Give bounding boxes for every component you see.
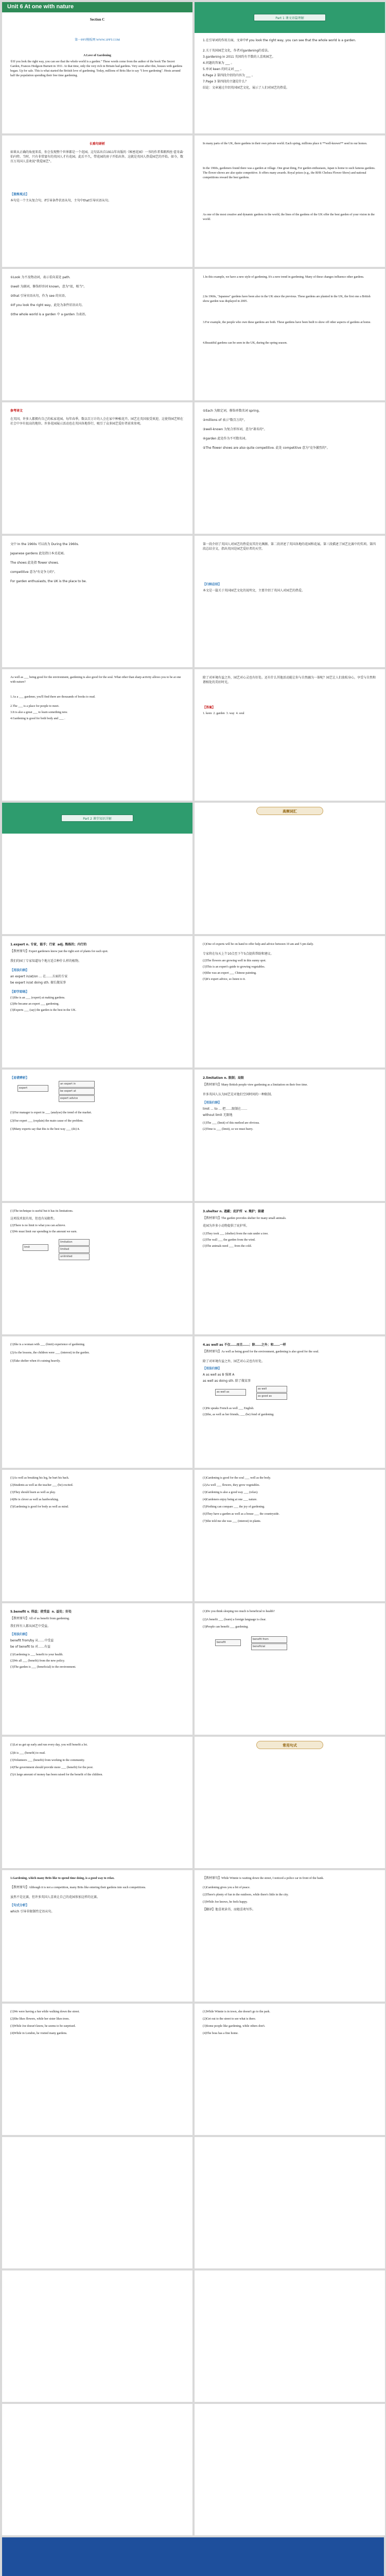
practice: (5)A large amount of money has been raised for the benefit of the children. xyxy=(10,1773,103,1776)
practice: (2)He became an expert ___ gardening. xyxy=(10,1003,59,1006)
practice: (1)The ___ (limit) of this method are obvious. xyxy=(203,1122,260,1125)
usage-title: 【用法归纳】 xyxy=(10,1633,29,1636)
paragraph: 1.In this example, we have a new style of gardening. It's a new trend in gardening. Many of these changes influence other gardens. xyxy=(203,276,364,279)
example-translation: 许多英国人认为园艺是对他们空闲时间的一种限制。 xyxy=(203,1093,274,1096)
slide-part1 xyxy=(195,2,385,133)
part-pill xyxy=(61,815,133,822)
exercise-line: 3.It is also a great ___ to learn something new. xyxy=(10,711,68,714)
example: (3)This is an expert's guide to growing vegetables. xyxy=(203,965,266,969)
paragraph: As one of the most creative and dynamic gardens in the world, the lines of the gardens of the UK offer the best garden of your vision in the world. xyxy=(203,213,376,221)
example-sentence: 【教材原句】As well as being good for the environment, gardening is also good for the soul. xyxy=(203,1350,319,1353)
example: (3)Some people like gardening, while others don't. xyxy=(203,2025,266,2028)
example: (1)We were having a fun while walking down the street. xyxy=(10,2010,80,2013)
practice: (3)Gardening is also a good way ___ (relax). xyxy=(203,1491,258,1494)
usage: be expert in/at doing sth. 擅长做某事 xyxy=(10,981,66,985)
slide-vocab-shelter xyxy=(195,1203,385,1334)
example: 这项技术很有用，但也有局限性。 xyxy=(10,1217,57,1221)
line: 7.Page 3 第四段的主题是什么？ xyxy=(203,80,248,83)
section-heading: 长难句研析 xyxy=(89,142,105,146)
exercise-line: As well as ___ being good for the environment, gardening is also good for the soul. What other than sharp activity allows you to be at one with nature? xyxy=(10,676,182,684)
note: ⑤the whole world is a garden 中 a garden 为表语。 xyxy=(10,313,89,316)
slide-vocab-expert-3 xyxy=(2,1070,192,1201)
example-translation: 我们的园丁专家知道每个地方适合种什么样的植物。 xyxy=(10,959,82,963)
word-entry: 5.benefit v. 得益；使受益 n. 益处；好处 xyxy=(10,1610,72,1614)
example: (1)One of experts will be on hand to offer help and advice between 10 am and 5 pm daily. xyxy=(203,943,314,946)
slide-vocab-benefit-2 xyxy=(195,1603,385,1735)
example: (3)They should learn as well as play. xyxy=(10,1491,56,1494)
word-entry: 1.expert n. 专家，能手；行家 adj. 熟练的；内行的 xyxy=(10,943,87,946)
practice: (2)Time is ___ (limit), so we must hurry. xyxy=(203,1128,253,1131)
practice: (1)He speaks French as well ___ English. xyxy=(203,1407,254,1410)
practice: (1)Gardening is ___ benefit to your health. xyxy=(10,1653,63,1656)
note: ⑤The flower shows are also quite competitive. 此处 competitive 意为"竞争激烈的"。 xyxy=(203,446,330,450)
practice: (1)Let us get up early and run every day, you will benefit a lot. xyxy=(10,1743,88,1747)
slide-translation xyxy=(2,402,192,534)
example: (1)The technique is useful but it has its limitations. xyxy=(10,1210,74,1213)
slide-notes-3 xyxy=(2,536,192,667)
example: (2)She likes flowers, while her sister likes trees. xyxy=(10,2018,70,2021)
example: (1)Do you think sleeping too much is beneficial to health? xyxy=(203,1610,275,1613)
usage: benefit from/by 从……中受益 xyxy=(10,1639,54,1642)
translation-heading: 参考译文 xyxy=(10,409,23,413)
line: 6.Page 2 第四段介绍的内容为 ___ 。 xyxy=(203,74,255,77)
slide-cover xyxy=(2,2,192,133)
practice: (4)Gardeners enjoy being at one ___ nature. xyxy=(203,1498,257,1501)
mind-node: benefit from xyxy=(251,1636,287,1643)
practice: (4)The government should provide more ___ (benefit) for the poor. xyxy=(10,1766,94,1769)
note: ①Each 为限定词，修饰单数名词 spring。 xyxy=(203,409,262,413)
slide-vocab-aswellas xyxy=(195,1336,385,1468)
part-label: Part 2 课堂知识详解 xyxy=(83,817,112,821)
mind-node: as well xyxy=(256,1386,287,1393)
example: (4)He is clever as well as hardworking. xyxy=(10,1498,59,1501)
slide-exercise-answer xyxy=(195,669,385,801)
paragraph: 2.In 1960s, "Japanese" gardens have been also in the UK since the previous. These gardens are planted in the UK, the first one a British show garden was displayed in 2005. xyxy=(203,295,372,303)
line: 2.关于英国园艺文化，作者对gardening的看法。 xyxy=(203,49,271,53)
slide-blank xyxy=(2,2270,192,2402)
practice: (2)She, as well as her friends, ___ (be) fond of gardening. xyxy=(203,1413,274,1416)
section-heading: 【易错辨析】 xyxy=(10,1076,29,1080)
word-entry: 2.limitation n. 限制；局限 xyxy=(203,1076,244,1080)
mind-node: limitation xyxy=(59,1239,90,1246)
slide-vocab-limit xyxy=(195,1070,385,1201)
mind-node: unlimited xyxy=(59,1253,90,1260)
site-label: 第一PPT模板网 WWW.1PPT.COM xyxy=(75,39,120,42)
section-label: Section C xyxy=(90,18,105,22)
practice: (2)As the lessons, the children were ___ (interest) in the garden. xyxy=(10,1351,90,1354)
practice: (3)Experts ___ (say) the garden is the best in the UK. xyxy=(10,1009,77,1012)
sentence-example: 【教材原句】While Winnie is waiting down the street, I noticed a police car in front of the bank. xyxy=(203,1877,324,1880)
usage: be of benefit to 对……有益 xyxy=(10,1645,51,1649)
usage: A as well as B 强调 A xyxy=(203,1373,235,1377)
example: (3)While Joe knows, he feels happy. xyxy=(203,1901,248,1904)
practice: (2)Our expert ___ (explain) the main cause of the problem. xyxy=(10,1120,83,1123)
vocab-badge xyxy=(256,807,323,815)
practice: (2)We all ___ (benefit) from the new policy. xyxy=(10,1659,65,1663)
note: For garden enthusiasts, the UK is the place to be. xyxy=(10,580,87,583)
mind-node: an expert in xyxy=(59,1081,95,1088)
example: (2)Students as well as the teacher ___ (be) excited. xyxy=(10,1484,74,1487)
slide-vocab-shelter-2 xyxy=(2,1336,192,1468)
example: (3)We must limit our spending to the amount we earn. xyxy=(10,1230,77,1233)
example: (2)There's plenty of fun in the outdoors, while there's little in the city. xyxy=(203,1893,289,1896)
usage: as well as doing sth. 除了做某事 xyxy=(203,1379,251,1383)
slide-notes-2 xyxy=(195,402,385,534)
practice: (1)Gardening is good for the soul ___ well as the body. xyxy=(203,1477,271,1480)
example: 专家将在每天上午10点至下午5点提供帮助和建议。 xyxy=(203,952,274,956)
slide-vocab-expert-2 xyxy=(195,936,385,1067)
exercise-line: 2.The ___ is a place for people to meet. xyxy=(10,705,59,708)
footer-banner xyxy=(2,2537,384,2576)
sentence-example: 【教材原句】Although it is not a competition, many Brits like entering their gardens into such competitions. xyxy=(10,1886,146,1889)
practice: (3)The animals need ___ from the cold. xyxy=(203,1245,252,1248)
usage: without limit 无限地 xyxy=(203,1113,233,1117)
summary-text: 第一段介绍了英国人对园艺的热爱及其历史渊源。第二段讲述了英国各地的花园和花展。第三段描述了园艺比赛中的奖项。第四段总结全文，指出英国是园艺爱好者的天堂。 xyxy=(203,543,376,551)
mind-node: beneficial xyxy=(251,1643,287,1650)
example: (2)Get out to the street to see what is there. xyxy=(203,2018,256,2021)
example-sentence: 【教材原句】The garden provides shelter for many small animals. xyxy=(203,1217,287,1220)
slide-vocab-benefit xyxy=(2,1603,192,1735)
note: competitive 意为"有竞争力的"。 xyxy=(10,570,58,574)
part-label: Part 1 课文语篇理解 xyxy=(275,16,304,20)
example: (2)There is no limit to what you can achieve. xyxy=(10,1224,66,1227)
line: 1.在引导词的作用方面，文章中If you look the right way, you can see that the whole world is a garden. xyxy=(203,39,356,42)
usage: an expert in/at/on ... 在……方面的专家 xyxy=(10,975,68,978)
slide-blank xyxy=(195,2137,385,2268)
line: 3.gardening in 2011 英国约有半数的人喜欢园艺。 xyxy=(203,55,275,59)
practice: (3)Many experts say that this is the best way ___ (do) it. xyxy=(10,1128,80,1131)
passage-heading: A Love of Gardening xyxy=(83,54,111,57)
practice-title: 【即学即练】 xyxy=(10,990,29,994)
slide-benefit-practice xyxy=(2,1737,192,1868)
practice: (2)It is ___ (benefit) to read. xyxy=(10,1752,46,1755)
mind-node: be expert at xyxy=(59,1088,95,1095)
practice: (6)They have a garden as well as a house ___ the countryside. xyxy=(203,1513,279,1516)
example: (1)Gardening gives you a bit of peace. xyxy=(203,1886,251,1889)
slide-sentence-3 xyxy=(2,2004,192,2135)
note: ④If you look the right way，此处为条件状语从句。 xyxy=(10,303,85,307)
practice: (1)She is an ___ (expert) at making gardens. xyxy=(10,996,65,999)
paragraph: 3.For example, the people who own these gardens are both. These gardens have been built to show off other aspects of gardens at home. xyxy=(203,321,371,324)
mind-node: limited xyxy=(59,1246,90,1253)
analysis-text: 如果从正确的角度来看，你会发现整个世界都是一个花园。这句话出自1911年出版的《秘密花园》一书的作者弗朗西丝·霍奇森·伯内特。当时，只有非常富有的英国人才有花园。此后不久，带花园的房子开始出售。这就是英国人热爱园艺的开始。如今，数百万英国人喜欢说"我爱园艺"。 xyxy=(10,150,184,163)
practice: (2)The wall ___ the garden from the wind. xyxy=(203,1239,256,1242)
note: ③well-known 为复合形容词，意为"著名的"。 xyxy=(203,428,267,431)
answer-text: 除了对环境有益之外，园艺对心灵也有好处。还有什么其他活动能让你与自然融为一体呢？园艺让人们放松身心，享受与自然和谐相处的美好时光。 xyxy=(203,676,376,684)
example-sentence: 【教材原句】All of us benefit from gardening. xyxy=(10,1617,70,1620)
slide-blank xyxy=(2,2404,192,2535)
practice: (3)Volunteers ___ (benefit) from working in the community. xyxy=(10,1759,85,1762)
slide-notes-1 xyxy=(2,269,192,400)
paragraph: In many parts of the UK, there gardens in their own private world. Each spring, millions place it **well-known** seed in our homes. xyxy=(203,142,367,145)
unit-title: Unit 6 At one with nature xyxy=(7,4,74,10)
unit-title-bar xyxy=(2,2,192,12)
slide-vocab-intro xyxy=(195,803,385,934)
part-pill xyxy=(254,14,326,21)
note: 文中 In the 1960s 可以改为 During the 1960s. xyxy=(10,543,79,546)
analysis-title: 【句式分析】 xyxy=(10,1904,29,1907)
example-sentence: 【教材原句】Expert gardeners know just the right sort of plants for each spot. xyxy=(10,950,109,953)
example-translation: 我们所有人都从园艺中受益。 xyxy=(10,1624,51,1628)
usage-title: 【用法归纳】 xyxy=(10,969,29,972)
note: ①Look 为不及物动词，表示看向某处 path. xyxy=(10,276,71,279)
slide-sentence-2 xyxy=(195,1870,385,2002)
slide-passage-3 xyxy=(195,269,385,400)
sentence: 1.Gardening, which many Brits like to spend time doing, is a good way to relax. xyxy=(10,1877,115,1880)
slide-part2 xyxy=(2,803,192,934)
example: (4)She was an expert ___ Chinese painting. xyxy=(203,972,257,975)
example-translation: 花园为许多小动物提供了庇护所。 xyxy=(203,1224,250,1228)
usage: limit ... to ... 把……限制在…… xyxy=(203,1107,248,1111)
passage-text: ①If you look the right way, you can see that the whole world is a garden." These words come from the author of the book The Secret Garden, Frances Hodgson Burnett in 1911. At that time, only the very rich in Britain had gardens. Very soon after this, houses with gardens began. Up for sale. This is what started the British love of gardening. Today, millions of Brits like to say "I love gardening". Hosts around half the population spending their free time gardening. xyxy=(10,60,183,77)
note-title: 【答案】 xyxy=(203,706,216,709)
practice: (1)Our manager is expert in ___ (analyse) the trend of the market. xyxy=(10,1111,92,1114)
note-body: 1. keen 2. garden 3. way 4. soul xyxy=(203,712,244,715)
example: (5)Gardening is good for body as well as mind. xyxy=(10,1505,69,1509)
slide-vocab-limit-2 xyxy=(2,1203,192,1334)
slide-sentence-1 xyxy=(2,1870,192,2002)
practice: (3)The garden is ___ (beneficial) to the environment. xyxy=(10,1666,76,1669)
word-entry: 4.as well as 不仅……而且……；除……之外；和……一样 xyxy=(203,1343,286,1347)
slide-exercise-1 xyxy=(2,669,192,801)
example: (3)While Joe doesn't know, he seems to be surprised. xyxy=(10,2025,76,2028)
note: ②well 为副词，修饰形容词 known，意为"很，相当"。 xyxy=(10,285,87,289)
note: ②millions of 表示"数百万的"。 xyxy=(203,418,247,422)
slide-analysis xyxy=(2,135,192,267)
note: ④garden 此处作为不可数名词。 xyxy=(203,437,249,440)
translation-text: 在英国，许多人都拥有自己的私家花园。每年春季，数以百万计的人会在家中种植花卉。园艺在英国很受欢迎，这使得园艺师在社会中享有很高的地位。许多花园展示活动也在英国各地举行，吸引了众多园艺爱好者前来参观。 xyxy=(10,417,184,426)
note: Japanese gardens 此处指日本式花园。 xyxy=(10,552,67,555)
slide-passage-2 xyxy=(195,135,385,267)
mind-node: expert advice xyxy=(59,1095,95,1102)
note: The shows 此处指 flower shows. xyxy=(10,561,59,565)
practice: (1)They took ___ (shelter) from the rain under a tree. xyxy=(203,1232,269,1235)
example: (3)People can benefit ___ gardening. xyxy=(203,1625,249,1629)
slide-sentences-intro xyxy=(195,1737,385,1868)
example: (2)A benefit ___ (learn) a foreign language is clear. xyxy=(203,1618,267,1621)
sentence-translation: 虽然不是比赛，但许多英国人喜欢让自己的花园参加这样的比赛。 xyxy=(10,1895,100,1899)
mind-node: as good as xyxy=(256,1393,287,1400)
example: (1)As well as breaking his leg, he hurt his back. xyxy=(10,1477,69,1480)
example-translation: 除了对环境有益之外，园艺对心灵也有好处。 xyxy=(203,1360,265,1363)
practice: (3)Take shelter when it's raining heavily. xyxy=(10,1360,61,1363)
sentence-badge xyxy=(256,1741,323,1749)
slide-summary xyxy=(195,536,385,667)
breakdown-text: 本句是一个主从复合句，if引导条件状语从句，主句中that引导宾语从句。 xyxy=(10,199,111,202)
example-sentence: 【教材原句】Many British people view gardening as a limitation on their free time. xyxy=(203,1083,308,1087)
analysis: which 引导非限制性定语从句。 xyxy=(10,1910,55,1913)
summary-title: 【归纳总结】 xyxy=(203,583,222,586)
slide-vocab-expert xyxy=(2,936,192,1067)
line: 结论：文章通过介绍英国园艺文化，展示了人们对园艺的热爱。 xyxy=(203,86,290,90)
practice: (1)She is a woman with ___ (limit) experience of gardening. xyxy=(10,1343,85,1346)
word-entry: 3.shelter n. 遮蔽；庇护所 v. 掩护；躲避 xyxy=(203,1210,265,1213)
note: ③that 引导宾语从句，作为 see 的宾语。 xyxy=(10,294,68,298)
practice: (2)As well ___ flowers, they grow vegetables. xyxy=(203,1484,260,1487)
example: (4)The boss has a fine home. xyxy=(203,2032,239,2035)
sentence-badge-label: 常用句式 xyxy=(283,1743,297,1748)
example: (5)It's expert advice, so listen to it. xyxy=(203,978,246,981)
slide-practice-mixed xyxy=(195,1470,385,1601)
mind-node: as well as xyxy=(215,1389,246,1396)
slide-blank xyxy=(2,2137,192,2268)
exercise-line: 4.Gardening is good for both body and ___ . xyxy=(10,717,65,720)
example: (4)While in London, he visited many gardens. xyxy=(10,2032,67,2035)
vocab-badge-label: 高频词汇 xyxy=(283,809,297,814)
usage-title: 【用法归纳】 xyxy=(203,1367,222,1370)
example: (2)The flowers are growing well in this sunny spot. xyxy=(203,959,267,962)
exercise-line: 1.As a ___ gardener, you'll find there are thousands of books to read. xyxy=(10,696,96,699)
example: (1)While Winnie is in town, she doesn't go to the park. xyxy=(203,2010,271,2013)
slide-blank xyxy=(195,2404,385,2535)
slide-blank xyxy=(195,2270,385,2402)
example: 【翻译】他喜欢读书，而她喜欢写作。 xyxy=(203,1908,256,1911)
paragraph: 4.Beautiful gardens can be seen in the UK, during the spring season. xyxy=(203,342,288,345)
mind-node: expert xyxy=(17,1085,48,1092)
summary-body: 本文是一篇关于英国园艺文化的说明文，主要介绍了英国人对园艺的热爱。 xyxy=(203,589,305,592)
slide-sentence-4 xyxy=(195,2004,385,2135)
slide-vocab-aswellas-2 xyxy=(2,1470,192,1601)
practice: (5)Nothing can compare ___ the joy of gardening. xyxy=(203,1505,265,1509)
mind-node: benefit xyxy=(215,1639,241,1646)
usage-title: 【用法归纳】 xyxy=(203,1101,222,1105)
line: 5.单词 keen 的同义词 ___ 。 xyxy=(203,67,243,71)
mind-node: limit xyxy=(23,1244,48,1251)
breakdown-title: 【提炼观点】 xyxy=(10,193,29,196)
practice: (7)She told me she was ___ (interest) in plants. xyxy=(203,1520,261,1523)
line: 4.问题的答案为 ___ 。 xyxy=(203,61,234,65)
paragraph: In the 1960s, gardeners found there was a garden at village. One great thing, For garden enthusiasts, Japan is home to such famous gardens. The flower shows are also quite competitive. It offers many awards. Royal prizes (e.g., the RHS Chelsea Flower Show) and national competitions reward the best gardens. xyxy=(203,167,376,179)
